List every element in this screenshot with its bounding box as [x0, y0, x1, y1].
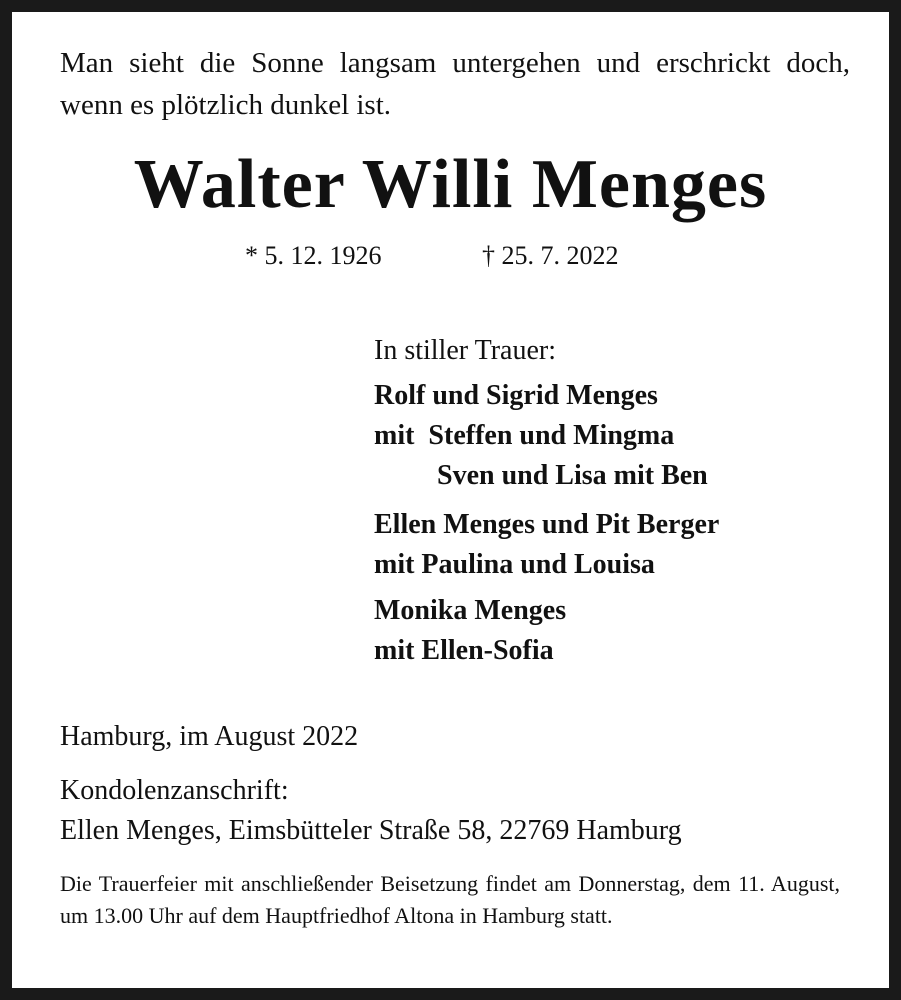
condolence-address: Ellen Menges, Eimsbütteler Straße 58, 22769 Hamburg: [60, 815, 682, 846]
mourner-group: [374, 591, 566, 671]
mourner-line: Monika Menges: [374, 595, 567, 626]
mourner-group: [374, 376, 708, 496]
mourner-group: [374, 505, 719, 585]
mourner-line: mit Paulina und Louisa: [374, 549, 655, 580]
motto-quote: Man sieht die Sonne langsam untergehen und erschrickt doch, wenn es plötzlich dunkel ist.: [60, 47, 850, 121]
mourner-line: Ellen Menges und Pit Berger: [374, 509, 720, 540]
condolence-label: Kondolenzanschrift:: [60, 775, 289, 806]
death-date: † 25. 7. 2022: [482, 241, 619, 270]
deceased-name: Walter Willi Menges: [133, 146, 768, 223]
mourner-line: Rolf und Sigrid Menges: [374, 380, 658, 411]
mourner-line: Sven und Lisa mit Ben: [437, 460, 708, 491]
mourning-intro: In stiller Trauer:: [374, 335, 556, 366]
funeral-notice: Die Trauerfeier mit anschließender Beisetzung findet am Donnerstag, dem 11. August, um 13.00 Uhr auf dem Hauptfriedhof Altona in Hamburg statt.: [60, 871, 840, 928]
place-date: Hamburg, im August 2022: [60, 721, 359, 752]
birth-date: * 5. 12. 1926: [245, 241, 382, 270]
mourner-line: mit Ellen-Sofia: [374, 635, 554, 666]
condolence-address-block: [60, 771, 682, 851]
mourner-line: mit Steffen und Mingma: [374, 420, 675, 451]
